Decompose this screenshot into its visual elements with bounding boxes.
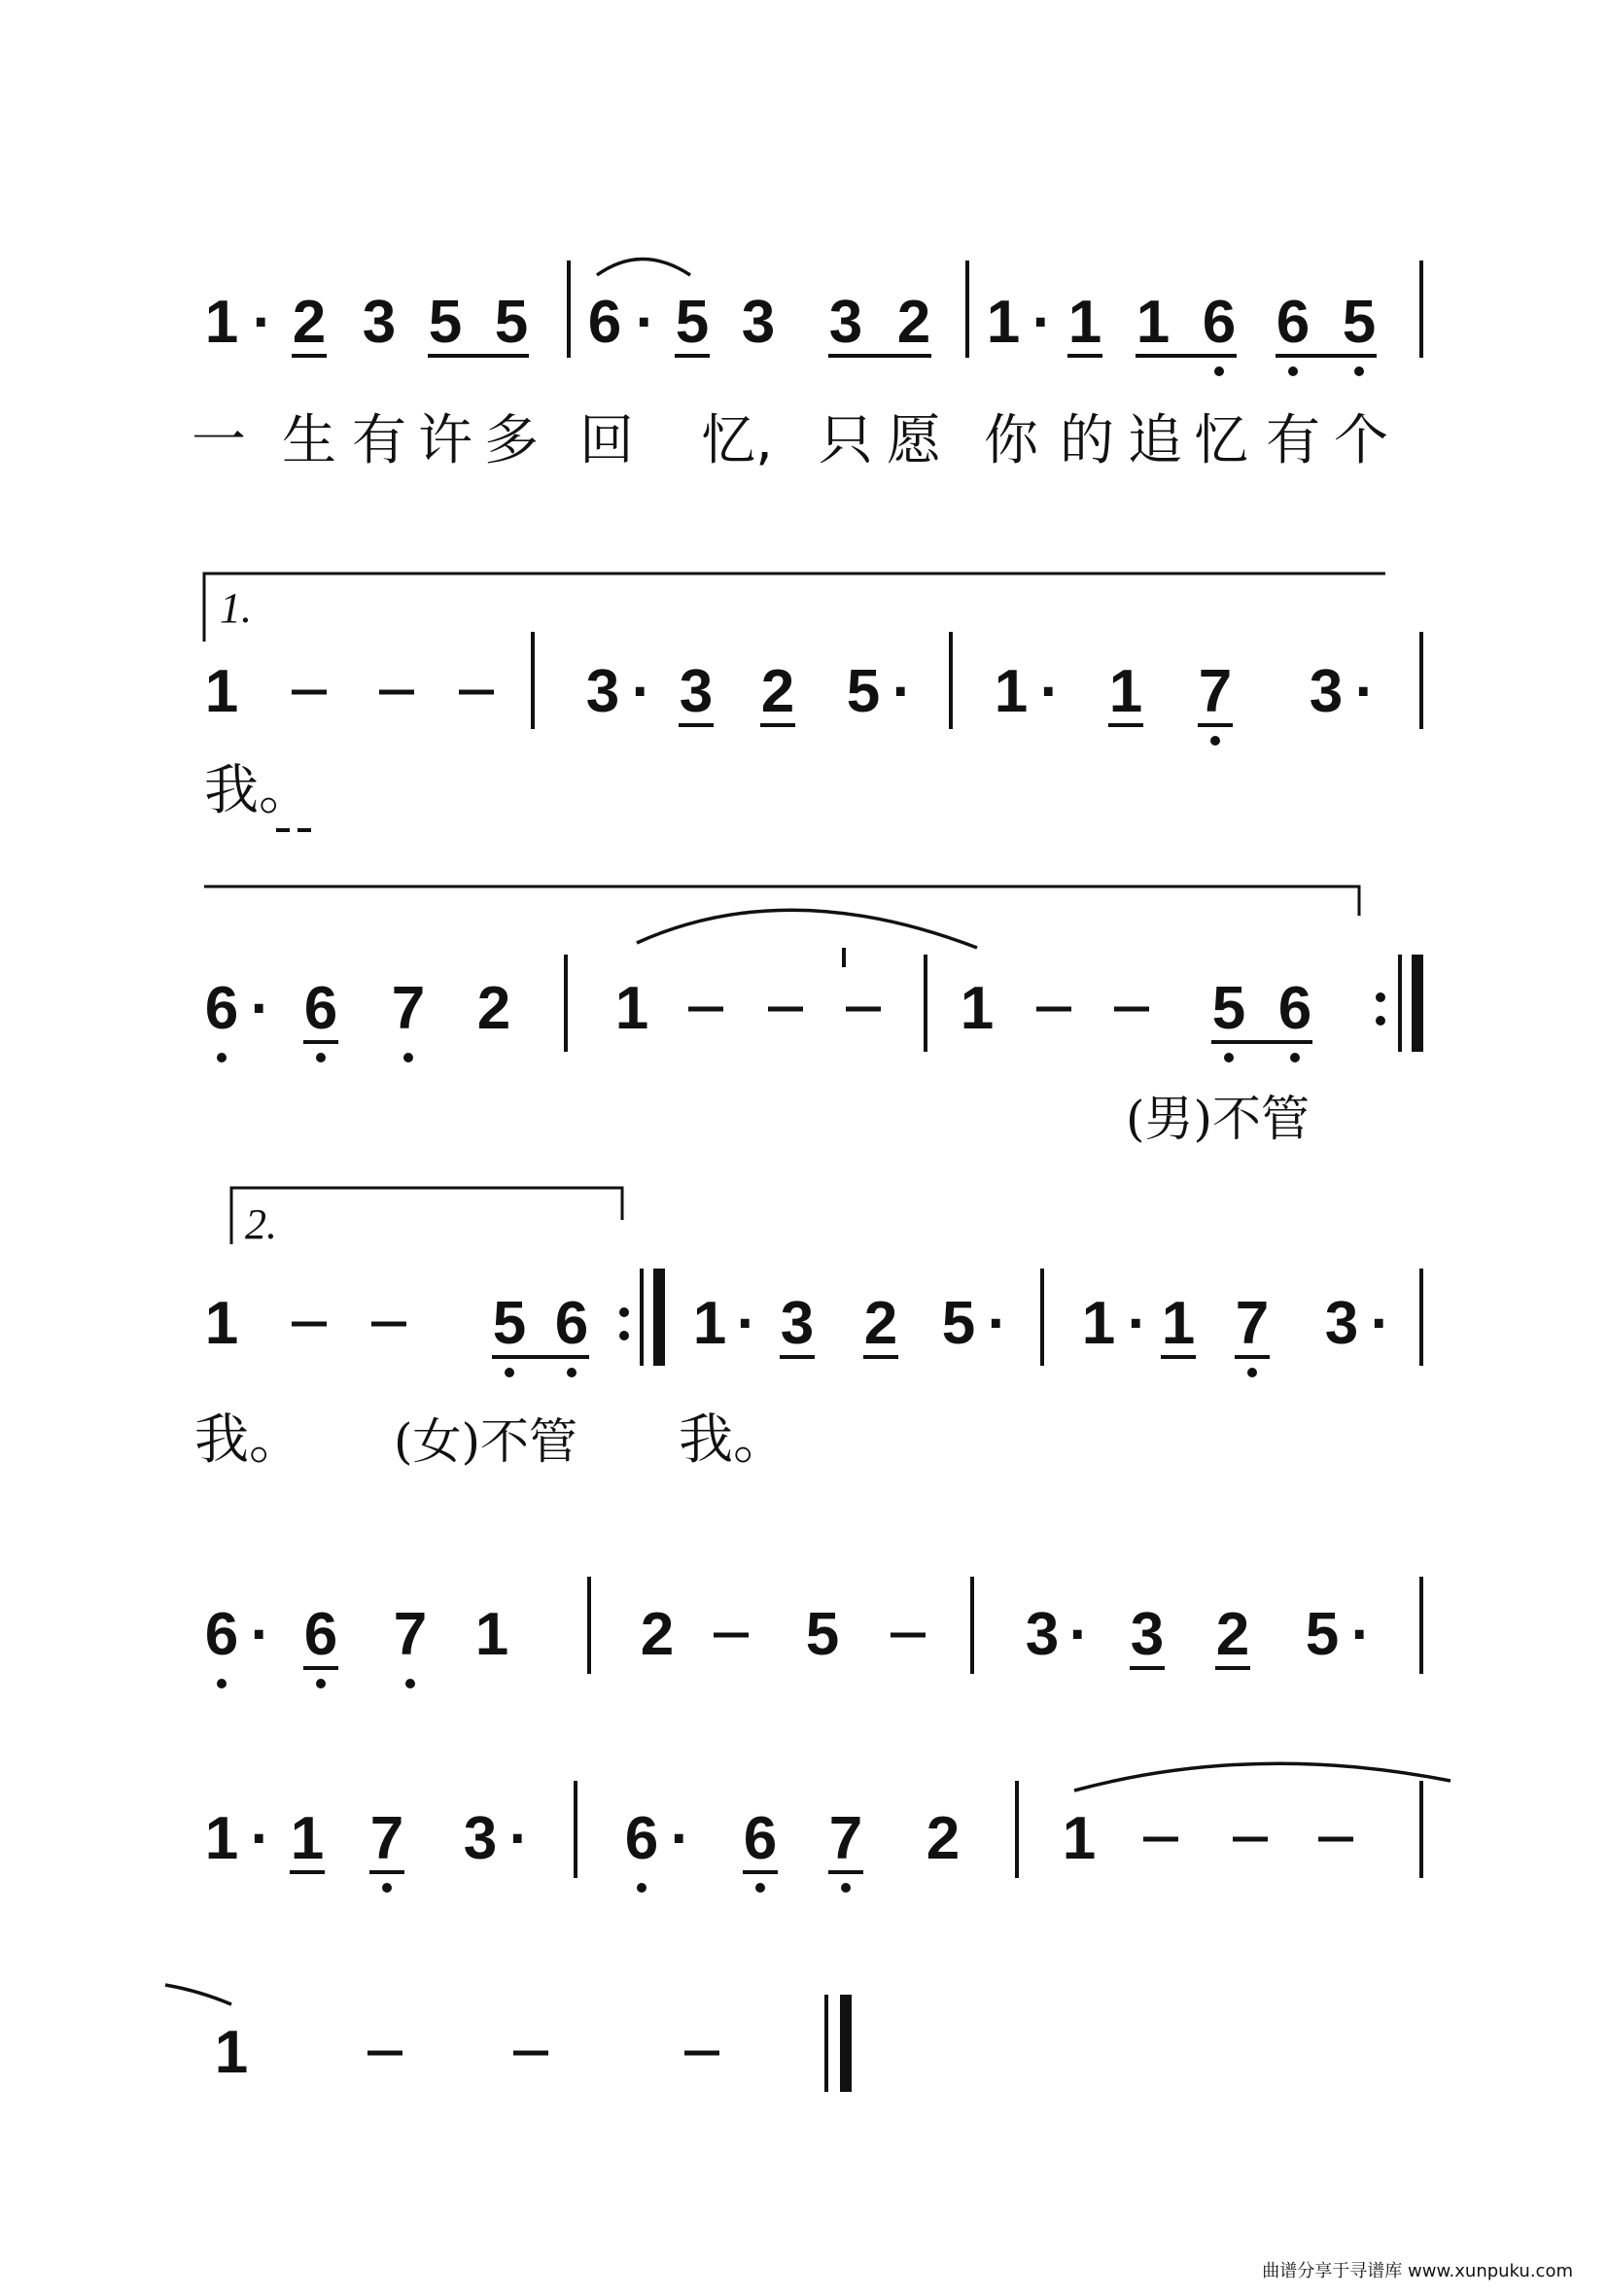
note: 5 [494,289,529,356]
lyric: 回 [579,409,634,472]
note: 2 [640,1601,675,1668]
staff-row-5 [205,1577,1421,1688]
note: 3 [1309,658,1344,725]
note: 3 [585,658,620,725]
note: 1 [204,289,239,356]
note: 2 [863,1290,898,1357]
lyric: (女)不管 [394,1413,578,1470]
dot: · [250,1805,271,1872]
lyric: 忆, [701,409,773,472]
lyric: 我。 [204,759,313,822]
lyric: 愿 [887,409,941,472]
dot: · [1354,658,1376,725]
lyric: 我。 [194,1409,303,1472]
note: 1 [204,1805,239,1872]
note: 7 [1235,1290,1270,1357]
slur [597,260,690,276]
note: 1 [986,289,1021,356]
low-dot [1224,1053,1234,1062]
note: 6 [624,1805,659,1872]
note: 3 [1324,1290,1359,1357]
dot: · [250,975,271,1042]
note: 7 [393,1601,428,1668]
repeat-dot [1376,1016,1385,1026]
note: 2 [896,289,931,356]
dot: · [736,1290,757,1357]
repeat-dot [1376,992,1385,1002]
lyric: 有 [352,409,406,472]
volta-bracket [231,1188,622,1244]
low-dot [567,1368,577,1377]
volta-bracket [204,574,1385,642]
note: 7 [1198,658,1233,725]
low-dot [1247,1368,1257,1377]
low-dot [316,1679,326,1688]
note: 3 [1130,1601,1165,1668]
note: 1 [290,1805,325,1872]
volta-label: 2. [245,1200,277,1248]
dot: · [631,658,652,725]
dot: · [1350,1601,1372,1668]
dot: · [987,1290,1008,1357]
note: 7 [369,1805,404,1872]
note: 1 [960,975,995,1042]
note: 1 [994,658,1029,725]
note: 3 [679,658,714,725]
dot: · [1039,658,1061,725]
note: 2 [926,1805,961,1872]
note: 1 [1062,1805,1097,1872]
note: 1 [1161,1290,1196,1357]
staff-row-7 [165,1985,846,2092]
low-dot [1288,366,1298,376]
low-dot [637,1883,647,1893]
footer-credit: 曲谱分享于寻谱库 www.xunpuku.com [1262,2261,1573,2281]
note: 1 [214,2019,249,2086]
dot: · [1127,1290,1148,1357]
dot: · [1068,1601,1090,1668]
note: 6 [204,1601,239,1668]
dot: · [635,289,656,356]
low-dot [505,1368,514,1377]
low-dot [1210,736,1220,746]
note: 6 [204,975,239,1042]
low-dot [1214,366,1224,376]
note: 1 [1067,289,1102,356]
note: 3 [828,289,863,356]
note: 1 [692,1290,727,1357]
staff-row-4 [205,1188,1421,1377]
note: 3 [741,289,776,356]
note: 5 [941,1290,976,1357]
note: 6 [743,1805,778,1872]
lyric: (男)不管 [1126,1091,1311,1147]
lyrics-row-1 [192,409,1388,472]
low-dot [405,1679,415,1688]
note: 6 [303,1601,338,1668]
note: 5 [1342,289,1377,356]
lyric: 多 [484,409,539,472]
note: 6 [1277,975,1312,1042]
slur [165,1985,231,2004]
dot: · [252,289,273,356]
note: 6 [587,289,622,356]
note: 5 [805,1601,840,1668]
repeat-dot [619,1331,629,1340]
lyric: 的 [1060,409,1114,472]
note: 3 [780,1290,815,1357]
note: 1 [1081,1290,1116,1357]
low-dot [217,1679,227,1688]
slur [1074,1763,1451,1791]
note: 5 [1211,975,1246,1042]
low-dot [403,1053,413,1062]
note: 2 [1215,1601,1250,1668]
dot: · [891,658,913,725]
low-dot [755,1883,765,1893]
lyric: 忆 [1194,409,1248,472]
repeat-dot [619,1307,629,1317]
note: 5 [1305,1601,1340,1668]
low-dot [1354,366,1364,376]
low-dot [316,1053,326,1062]
note: 1 [614,975,649,1042]
note: 2 [292,289,327,356]
dot: · [250,1601,271,1668]
lyric: 许 [418,409,472,472]
note: 5 [492,1290,527,1357]
staff-row-2 [204,574,1421,746]
note: 1 [474,1601,509,1668]
staff-row-6 [205,1763,1451,1893]
low-dot [382,1883,392,1893]
lyric: 有 [1266,409,1320,472]
dot: · [508,1805,530,1872]
lyric: 生 [282,409,336,472]
note: 5 [428,289,463,356]
volta-label: 1. [220,584,252,632]
dot: · [1370,1290,1391,1357]
note: 2 [476,975,511,1042]
low-dot [841,1883,851,1893]
lyric: 你 [984,409,1038,472]
slur [637,910,977,948]
lyric: 追 [1128,409,1182,472]
staff-row-1 [205,260,1421,377]
note: 1 [1108,658,1143,725]
dot: · [670,1805,691,1872]
low-dot [217,1053,227,1062]
staff-row-3 [204,887,1417,1062]
note: 3 [362,289,397,356]
dot: · [1031,289,1053,356]
note: 5 [846,658,881,725]
note: 1 [204,658,239,725]
note: 6 [1276,289,1311,356]
lyric: 我。 [679,1409,787,1472]
note: 3 [463,1805,498,1872]
note: 7 [391,975,426,1042]
note: 2 [760,658,795,725]
note: 5 [675,289,710,356]
lyric: 一 [192,409,246,472]
low-dot [1290,1053,1300,1062]
lyric: 个 [1334,409,1388,472]
note: 6 [554,1290,589,1357]
note: 6 [1202,289,1237,356]
note: 1 [1136,289,1171,356]
note: 7 [828,1805,863,1872]
note: 6 [303,975,338,1042]
note: 3 [1025,1601,1060,1668]
lyric: 只 [819,409,873,472]
note: 1 [204,1290,239,1357]
